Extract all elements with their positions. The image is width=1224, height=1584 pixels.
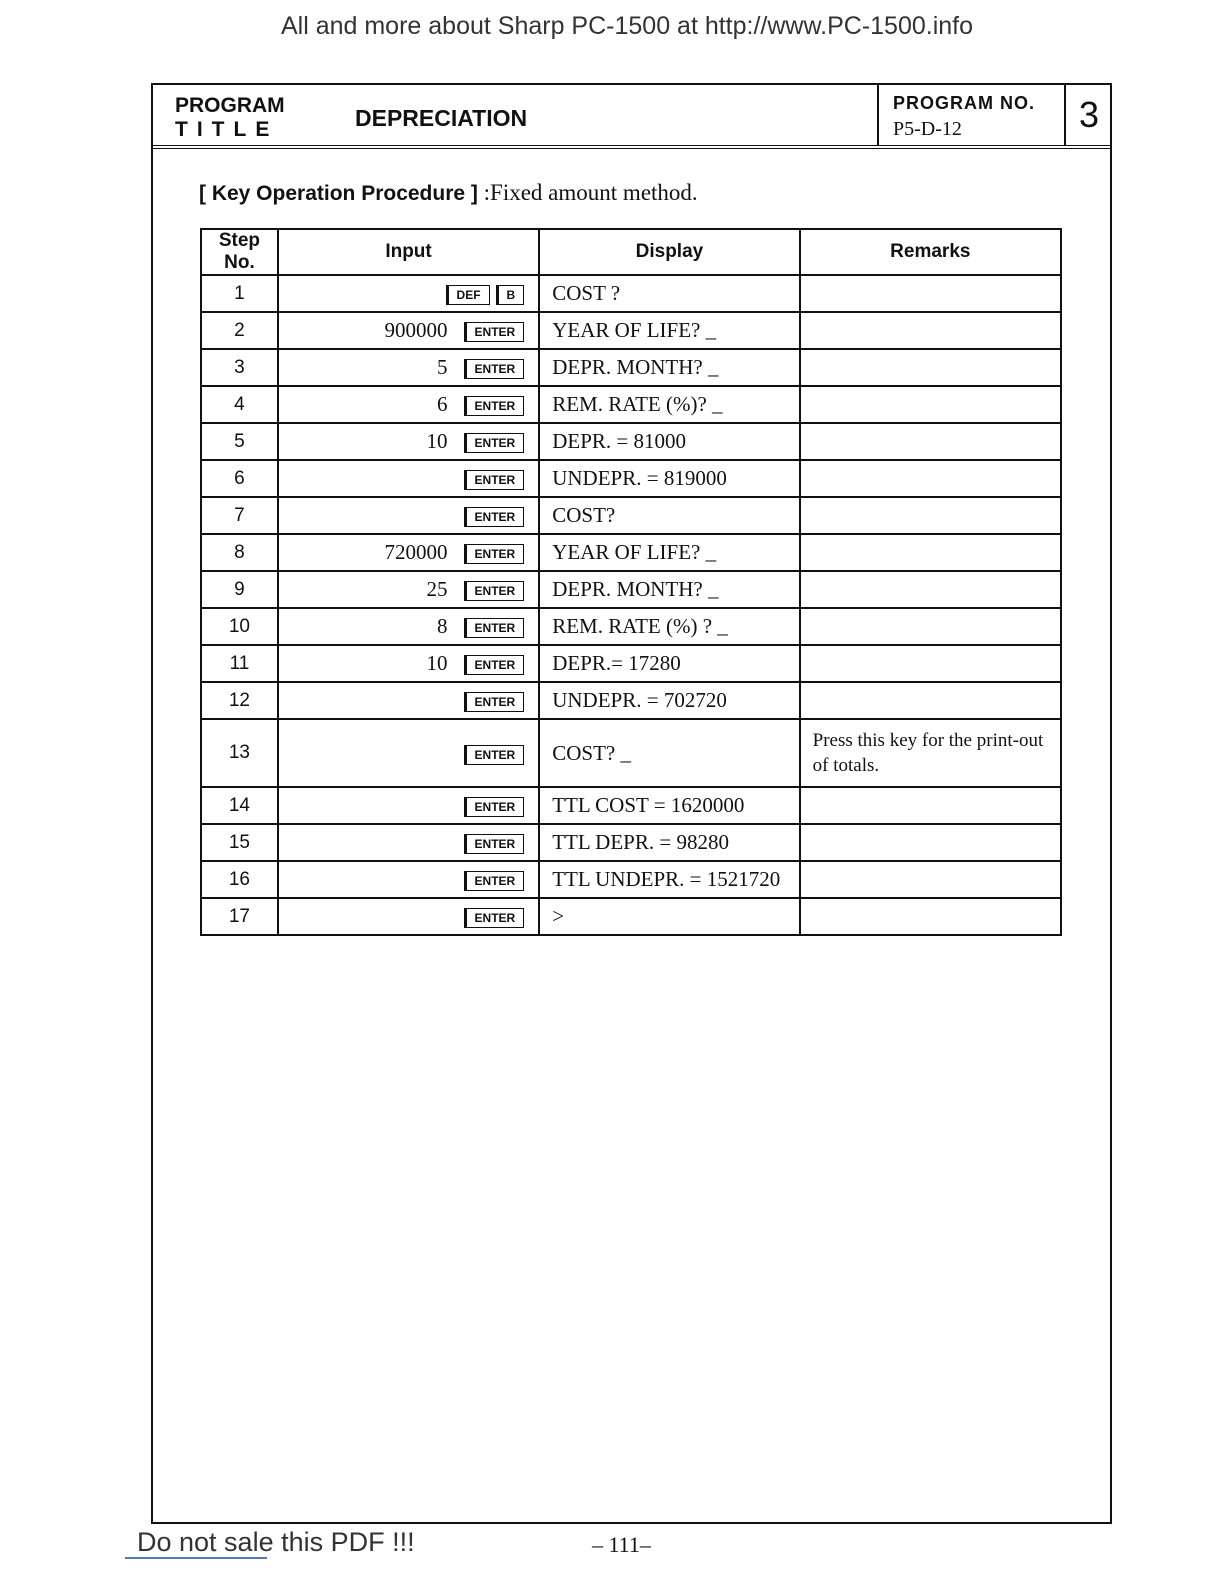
display-cell: DEPR. MONTH? _	[539, 571, 799, 608]
key-def-icon: DEF	[446, 285, 490, 305]
section-heading	[199, 180, 698, 206]
step-number: 15	[201, 824, 278, 861]
step-number: 2	[201, 312, 278, 349]
step-number: 17	[201, 898, 278, 935]
input-value: 5	[437, 355, 448, 379]
key-enter-icon: ENTER	[464, 797, 525, 817]
remarks-cell	[800, 534, 1061, 571]
key-enter-icon: ENTER	[464, 745, 525, 765]
table-row	[201, 312, 1061, 349]
step-number: 13	[201, 719, 278, 787]
key-b-icon: B	[496, 285, 525, 305]
remarks-cell	[800, 898, 1061, 935]
program-sheet	[151, 83, 1112, 1524]
table-row	[201, 645, 1061, 682]
remarks-cell	[800, 312, 1061, 349]
input-value: 10	[426, 651, 448, 675]
remarks-cell	[800, 275, 1061, 312]
table-row	[201, 787, 1061, 824]
table-row	[201, 349, 1061, 386]
page-number: – 111–	[592, 1532, 651, 1557]
input-cell	[278, 898, 539, 935]
footer-underline	[125, 1557, 267, 1559]
display-cell: DEPR.= 17280	[539, 645, 799, 682]
footer-notice: Do not sale this PDF !!!	[137, 1527, 415, 1557]
input-cell	[278, 275, 539, 312]
table-row	[201, 571, 1061, 608]
input-value: 10	[426, 429, 448, 453]
method-subtitle: :Fixed amount method.	[483, 180, 698, 205]
table-body	[201, 275, 1061, 935]
program-number-label: PROGRAM NO.	[893, 93, 1036, 113]
display-cell: YEAR OF LIFE? _	[539, 312, 799, 349]
key-enter-icon: ENTER	[464, 655, 525, 675]
input-cell	[278, 312, 539, 349]
title-label-line2: TITLE	[175, 118, 279, 141]
display-cell: REM. RATE (%) ? _	[539, 608, 799, 645]
remarks-cell	[800, 645, 1061, 682]
column-header-display: Display	[539, 229, 799, 275]
display-cell: DEPR. = 81000	[539, 423, 799, 460]
table-row	[201, 460, 1061, 497]
title-label-line1: PROGRAM	[175, 94, 285, 117]
key-enter-icon: ENTER	[464, 692, 525, 712]
input-cell	[278, 608, 539, 645]
table-header-row	[201, 229, 1061, 275]
display-cell: UNDEPR. = 702720	[539, 682, 799, 719]
key-enter-icon: ENTER	[464, 908, 525, 928]
input-value: 25	[426, 577, 448, 601]
key-enter-icon: ENTER	[464, 322, 525, 342]
input-cell	[278, 824, 539, 861]
table-row	[201, 682, 1061, 719]
display-cell: DEPR. MONTH? _	[539, 349, 799, 386]
input-cell	[278, 460, 539, 497]
table-row	[201, 861, 1061, 898]
key-enter-icon: ENTER	[464, 359, 525, 379]
display-cell: YEAR OF LIFE? _	[539, 534, 799, 571]
input-cell	[278, 645, 539, 682]
step-number: 8	[201, 534, 278, 571]
program-number-box	[877, 85, 1064, 145]
step-number: 5	[201, 423, 278, 460]
table-row	[201, 386, 1061, 423]
step-number: 11	[201, 645, 278, 682]
remarks-cell	[800, 787, 1061, 824]
input-cell	[278, 719, 539, 787]
key-enter-icon: ENTER	[464, 507, 525, 527]
key-enter-icon: ENTER	[464, 470, 525, 490]
table-row	[201, 608, 1061, 645]
display-cell: >	[539, 898, 799, 935]
table-row	[201, 497, 1061, 534]
input-cell	[278, 386, 539, 423]
program-number: P5-D-12	[893, 118, 962, 140]
remarks-cell	[800, 608, 1061, 645]
key-enter-icon: ENTER	[464, 544, 525, 564]
input-cell	[278, 571, 539, 608]
display-cell: COST ?	[539, 275, 799, 312]
remarks-cell: Press this key for the print-out of totals.	[800, 719, 1061, 787]
input-value: 8	[437, 614, 448, 638]
step-number: 6	[201, 460, 278, 497]
step-number: 14	[201, 787, 278, 824]
display-cell: TTL DEPR. = 98280	[539, 824, 799, 861]
key-enter-icon: ENTER	[464, 871, 525, 891]
key-enter-icon: ENTER	[464, 433, 525, 453]
column-header-step: Step No.	[201, 229, 278, 275]
remarks-cell	[800, 497, 1061, 534]
remarks-cell	[800, 460, 1061, 497]
input-cell	[278, 423, 539, 460]
program-header	[153, 85, 1110, 149]
key-enter-icon: ENTER	[464, 618, 525, 638]
input-value: 720000	[384, 540, 448, 564]
input-cell	[278, 682, 539, 719]
step-number: 12	[201, 682, 278, 719]
step-number: 9	[201, 571, 278, 608]
input-cell	[278, 534, 539, 571]
step-number: 4	[201, 386, 278, 423]
program-title: DEPRECIATION	[355, 105, 528, 131]
input-cell	[278, 787, 539, 824]
display-cell: UNDEPR. = 819000	[539, 460, 799, 497]
input-value: 6	[437, 392, 448, 416]
step-number: 16	[201, 861, 278, 898]
display-cell: TTL UNDEPR. = 1521720	[539, 861, 799, 898]
key-enter-icon: ENTER	[464, 581, 525, 601]
step-number: 7	[201, 497, 278, 534]
remarks-cell	[800, 682, 1061, 719]
table-row	[201, 423, 1061, 460]
display-cell: REM. RATE (%)? _	[539, 386, 799, 423]
column-header-input: Input	[278, 229, 539, 275]
remarks-cell	[800, 824, 1061, 861]
remarks-cell	[800, 349, 1061, 386]
step-number: 1	[201, 275, 278, 312]
key-enter-icon: ENTER	[464, 834, 525, 854]
key-operation-heading: [ Key Operation Procedure ]	[199, 182, 478, 205]
input-value: 900000	[384, 318, 448, 342]
table-row	[201, 534, 1061, 571]
table-row	[201, 275, 1061, 312]
table-row	[201, 719, 1061, 787]
page-box: 3	[1064, 85, 1112, 145]
display-cell: TTL COST = 1620000	[539, 787, 799, 824]
input-cell	[278, 497, 539, 534]
input-cell	[278, 861, 539, 898]
top-note: All and more about Sharp PC-1500 at http://www.PC-1500.info	[280, 12, 974, 40]
key-operation-table	[200, 228, 1062, 936]
step-number: 3	[201, 349, 278, 386]
input-cell	[278, 349, 539, 386]
column-header-remarks: Remarks	[800, 229, 1061, 275]
remarks-cell	[800, 423, 1061, 460]
display-cell: COST?	[539, 497, 799, 534]
remarks-cell	[800, 571, 1061, 608]
remarks-cell	[800, 861, 1061, 898]
display-cell: COST? _	[539, 719, 799, 787]
remarks-cell	[800, 386, 1061, 423]
step-number: 10	[201, 608, 278, 645]
table-row	[201, 824, 1061, 861]
key-enter-icon: ENTER	[464, 396, 525, 416]
table-row	[201, 898, 1061, 935]
program-title-label	[175, 94, 285, 142]
